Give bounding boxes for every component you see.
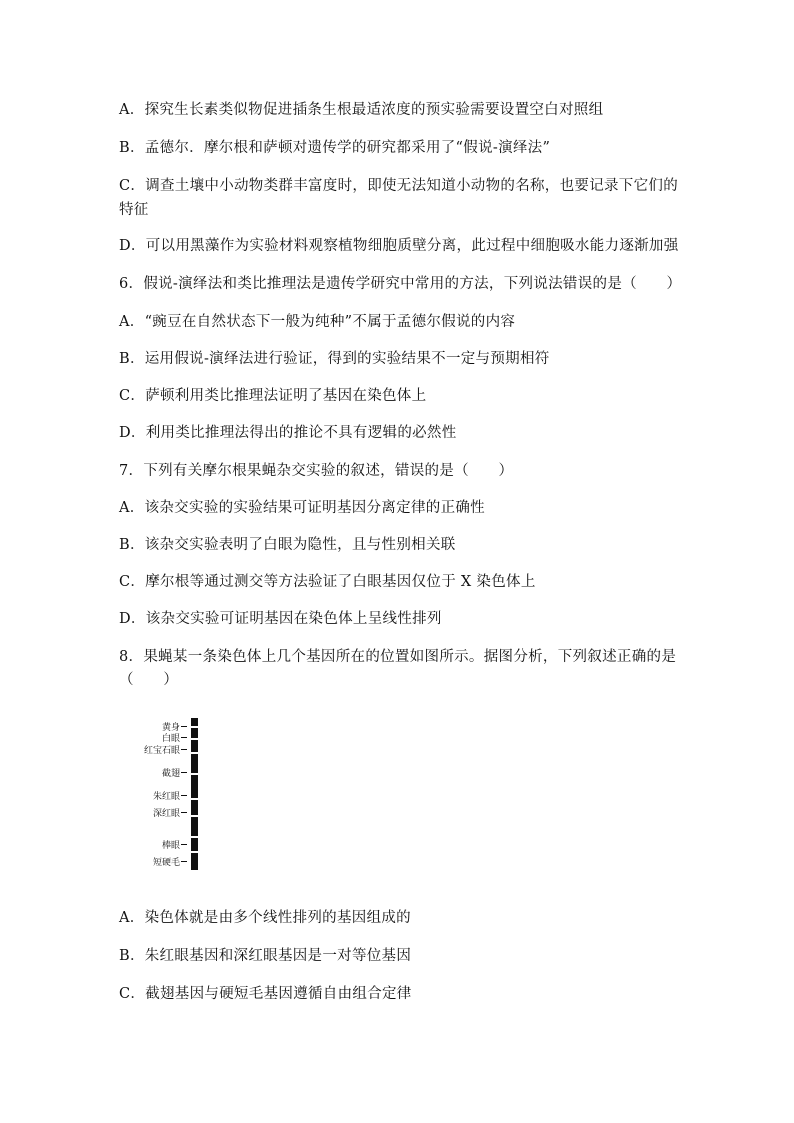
option-6d: D．利用类比推理法得出的推论不具有逻辑的必然性 xyxy=(119,425,457,441)
gene-label: 棒眼 xyxy=(161,841,180,851)
option-6c: C．萨顿利用类比推理法证明了基因在染色体上 xyxy=(119,388,427,404)
gene-label: 黄身 xyxy=(161,723,180,733)
answer-blank: （ ） xyxy=(119,672,179,688)
option-7d: D．该杂交实验可证明基因在染色体上呈线性排列 xyxy=(119,611,442,627)
option-8a: A．染色体就是由多个线性排列的基因组成的 xyxy=(119,910,411,926)
gene-label: 截翅 xyxy=(161,769,180,779)
option-8c: C．截翅基因与硬短毛基因遵循自由组合定律 xyxy=(119,986,412,1002)
option-8b: B．朱红眼基因和深红眼基因是一对等位基因 xyxy=(119,948,412,964)
question-7: 7．下列有关摩尔根果蝇杂交实验的叙述，错误的是（ ） xyxy=(119,463,514,479)
gene-label: 深红眼 xyxy=(152,809,180,819)
question-6: 6．假说-演绎法和类比推理法是遗传学研究中常用的方法，下列说法错误的是（ ） xyxy=(119,276,682,292)
gene-label: 朱红眼 xyxy=(152,792,180,802)
text-line: D．可以用黑藻作为实验材料观察植物细胞质壁分离，此过程中细胞吸水能力逐渐加强 xyxy=(119,238,679,254)
option-7b: B．该杂交实验表明了白眼为隐性，且与性别相关联 xyxy=(119,537,456,553)
text-line: 特征 xyxy=(119,202,149,218)
chromosome-figure xyxy=(138,712,198,872)
option-7a: A．该杂交实验的实验结果可证明基因分离定律的正确性 xyxy=(119,500,485,516)
text-line: B．孟德尔．摩尔根和萨顿对遗传学的研究都采用了“假说-演绎法” xyxy=(119,140,551,156)
option-6b: B．运用假说-演绎法进行验证，得到的实验结果不一定与预期相符 xyxy=(119,351,550,367)
gene-label: 白眼 xyxy=(161,734,180,744)
option-7c: C．摩尔根等通过测交等方法验证了白眼基因仅位于 X 染色体上 xyxy=(119,574,536,590)
gene-label: 短硬毛 xyxy=(152,858,180,868)
option-6a: A．“豌豆在自然状态下一般为纯种”不属于孟德尔假说的内容 xyxy=(119,314,516,330)
question-8: 8．果蝇某一条染色体上几个基因所在的位置如图所示。据图分析，下列叙述正确的是 xyxy=(119,649,677,665)
chromosome-bar xyxy=(191,718,198,870)
text-line: A．探究生长素类似物促进插条生根最适浓度的预实验需要设置空白对照组 xyxy=(119,102,604,118)
text-line: C．调查土壤中小动物类群丰富度时，即使无法知道小动物的名称，也要记录下它们的 xyxy=(119,178,678,194)
gene-label: 红宝石眼 xyxy=(143,746,180,756)
